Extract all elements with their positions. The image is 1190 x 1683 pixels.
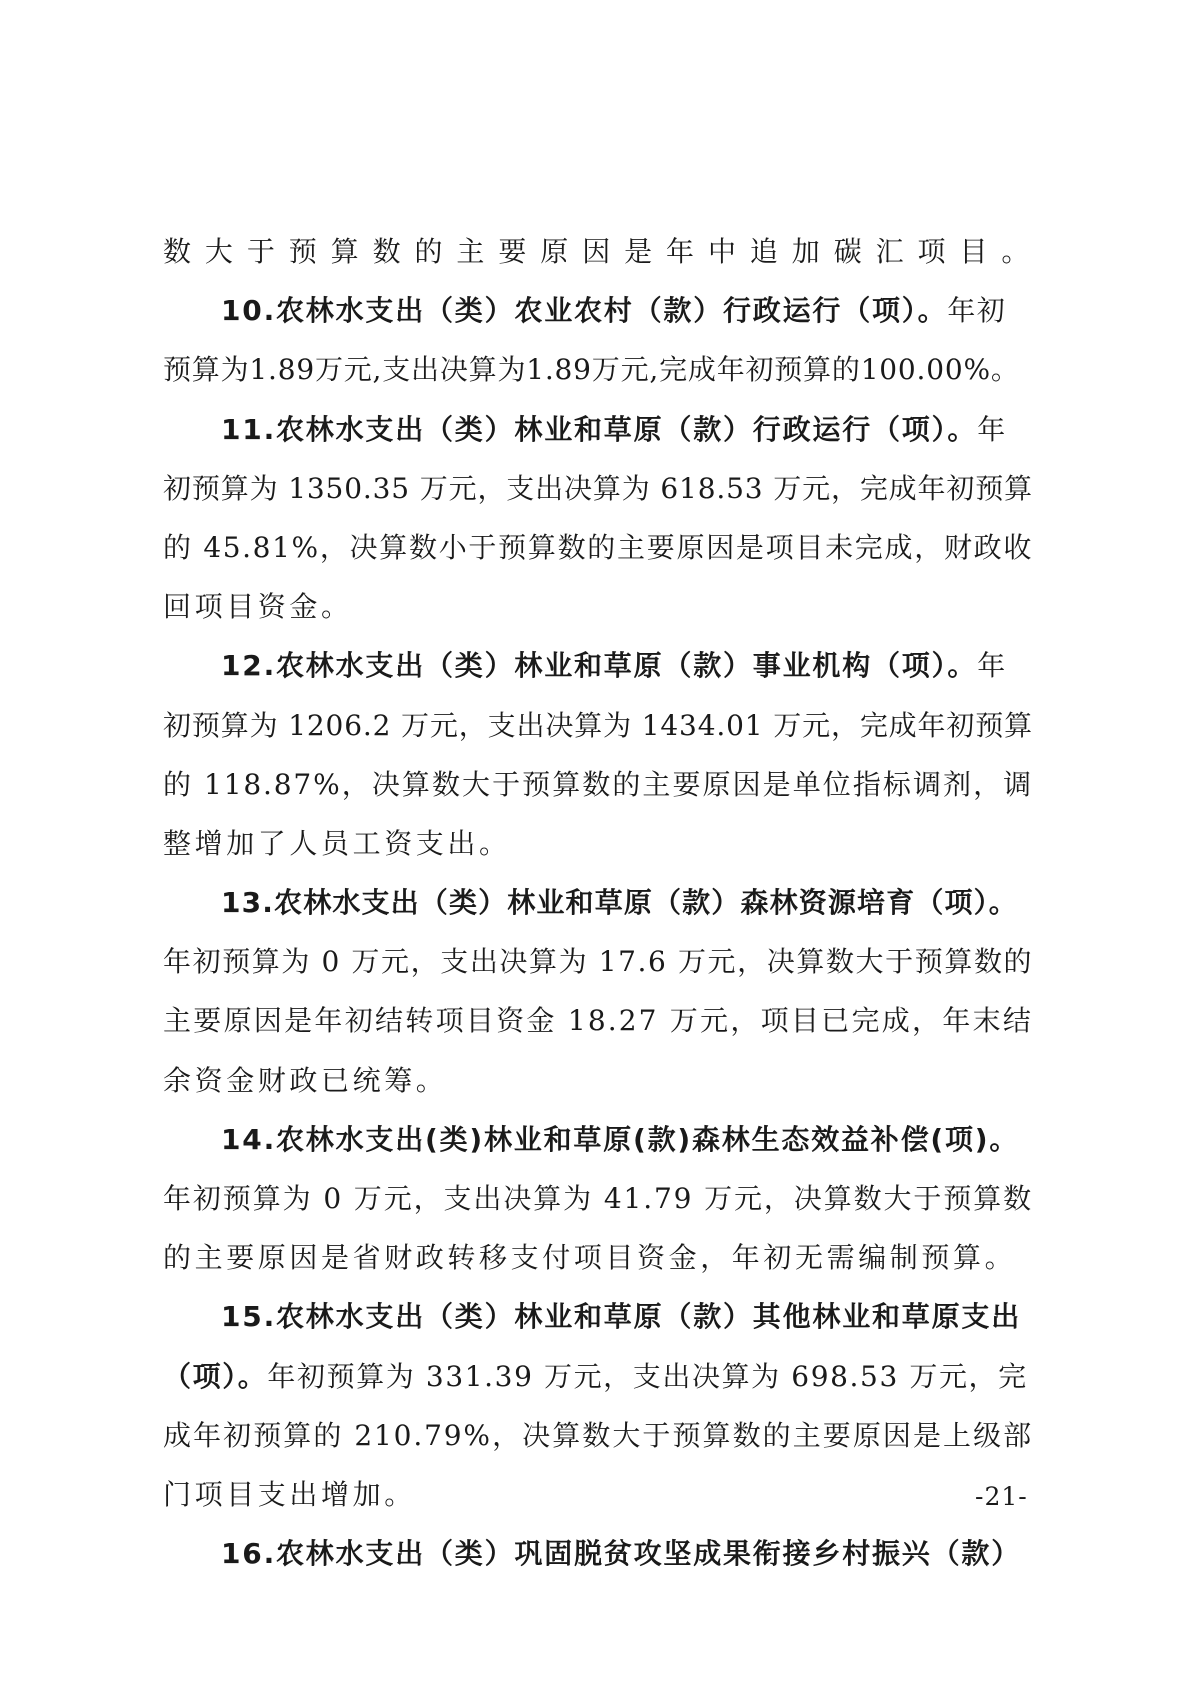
body-line-10 [163,755,1033,814]
section-13-heading-line [163,873,1033,932]
section-heading: 16.农林水支出（类）巩固脱贫攻坚成果衔接乡村振兴（款） [221,1537,1022,1571]
line-text: 成年初预算的 210.79%，决算数大于预算数的主要原因是上级部 [163,1418,1033,1452]
document-body [163,222,1033,1583]
section-heading: 14.农林水支出(类)林业和草原(款)森林生态效益补偿(项)。 [221,1122,1020,1156]
line-text: 的主要原因是省财政转移支付项目资金，年初无需编制预算。 [163,1241,1017,1275]
body-line-11 [163,814,1033,873]
line-text: 门项目支出增加。 [163,1477,416,1511]
section-heading: （项）。 [163,1359,268,1393]
body-line-1 [163,222,1033,281]
line-text: 预算为1.89万元,支出决算为1.89万元,完成年初预算的100.00%。 [163,353,1020,387]
body-line-21 [163,1406,1033,1465]
section-heading: 10.农林水支出（类）农业农村（款）行政运行（项）。 [221,294,948,328]
section-12-heading-line [163,636,1033,695]
body-line-14 [163,991,1033,1050]
line-text: 年初预算为 0 万元，支出决算为 41.79 万元，决算数大于预算数 [163,1182,1033,1215]
section-heading: 12.农林水支出（类）林业和草原（款）事业机构（项）。 [221,649,978,683]
section-heading: 13.农林水支出（类）林业和草原（款）森林资源培育（项）。 [221,886,1018,920]
line-text: 年 [977,412,1007,446]
body-line-7 [163,577,1033,636]
section-heading: 11.农林水支出（类）林业和草原（款）行政运行（项）。 [221,412,978,446]
line-text: 的 118.87%，决算数大于预算数的主要原因是单位指标调剂，调 [163,767,1033,801]
line-text: 年 [977,649,1007,683]
line-text: 初预算为 1206.2 万元，支出决算为 1434.01 万元，完成年初预算 [163,708,1033,742]
body-line-15 [163,1051,1033,1110]
body-line-3 [163,340,1033,399]
section-11-heading-line [163,400,1033,459]
section-14-heading-line [163,1110,1033,1169]
line-text: 年初预算为 331.39 万元，支出决算为 698.53 万元，完 [267,1359,1028,1393]
line-text: 年初预算为 0 万元，支出决算为 17.6 万元，决算数大于预算数的 [163,945,1034,979]
section-16-heading-line [163,1524,1033,1583]
page-number: -21- [975,1482,1028,1511]
section-15-heading-line [163,1287,1033,1346]
section-15-continuation-line [163,1347,1033,1406]
line-text: 年初 [947,294,1007,328]
line-text: 数大于预算数的主要原因是年中追加碳汇项目。 [163,235,1033,268]
body-line-5 [163,459,1033,518]
body-line-9 [163,696,1033,755]
section-10-heading-line [163,281,1033,340]
line-text: 初预算为 1350.35 万元，支出决算为 618.53 万元，完成年初预算 [163,471,1033,505]
body-line-6 [163,518,1033,577]
body-line-17 [163,1169,1033,1228]
body-line-22 [163,1465,1033,1524]
line-text: 的 45.81%，决算数小于预算数的主要原因是项目未完成，财政收 [163,530,1033,564]
body-line-13 [163,932,1033,991]
line-text: 主要原因是年初结转项目资金 18.27 万元，项目已完成，年末结 [163,1004,1033,1038]
line-text: 回项目资金。 [163,590,353,624]
line-text: 整增加了人员工资支出。 [163,826,511,860]
body-line-18 [163,1228,1033,1287]
section-heading: 15.农林水支出（类）林业和草原（款）其他林业和草原支出 [221,1300,1022,1334]
line-text: 余资金财政已统筹。 [163,1063,448,1097]
